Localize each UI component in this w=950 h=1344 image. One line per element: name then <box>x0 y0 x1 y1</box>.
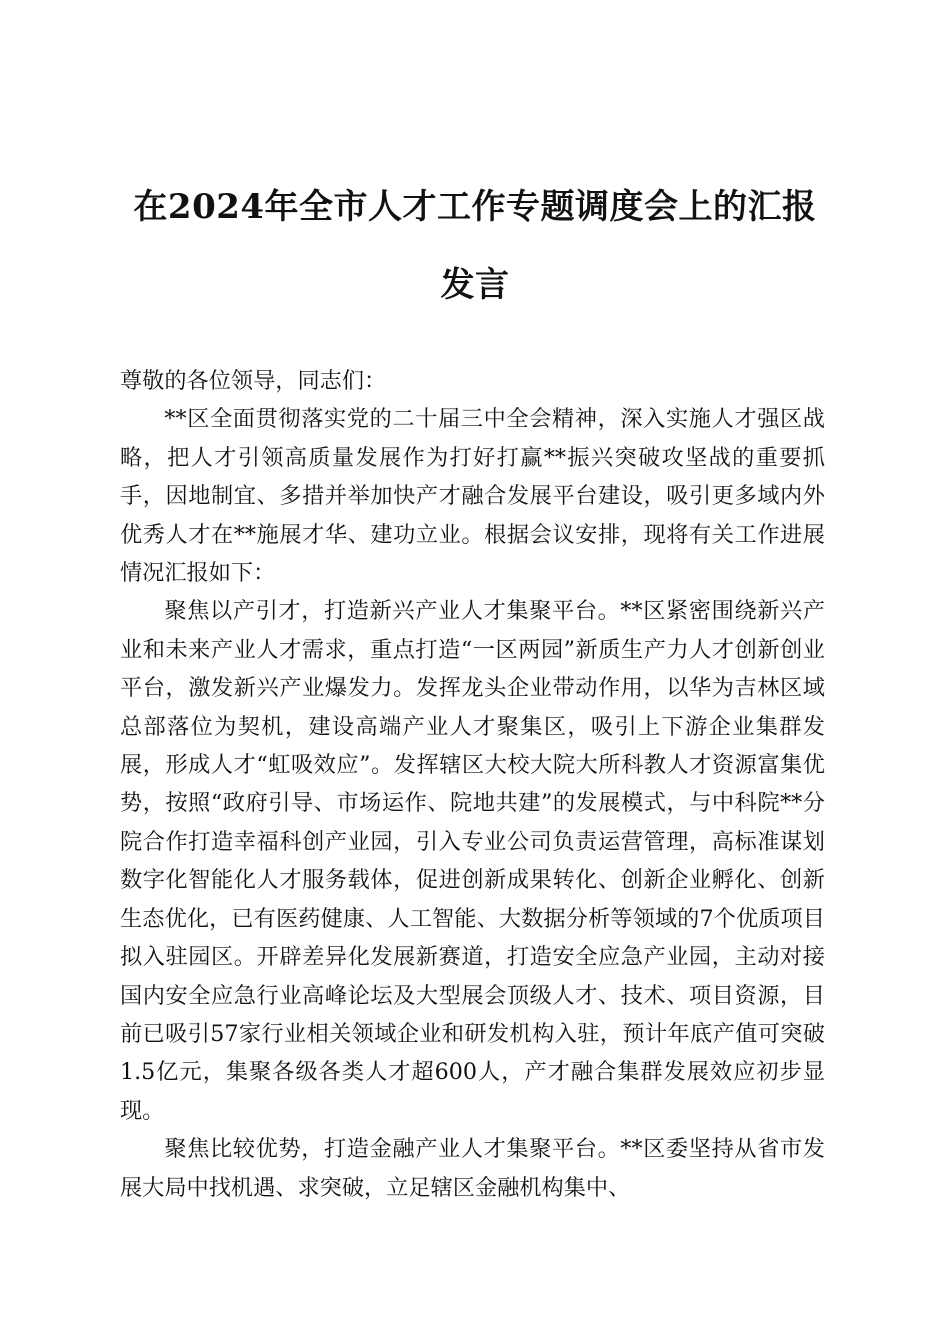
document-title <box>120 168 830 324</box>
paragraph-finance-industry: 聚焦比较优势，打造金融产业人才集聚平台。**区委坚持从省市发展大局中找机遇、求突破，立足辖区金融机构集中、 <box>120 1136 825 1201</box>
title-line-2: 发言 <box>440 265 510 305</box>
paragraph-emerging-industry: 聚焦以产引才，打造新兴产业人才集聚平台。**区紧密围绕新兴产业和未来产业人才需求，重点打造“一区两园”新质生产力人才创新创业平台，激发新兴产业爆发力。发挥龙头企业带动作用，以华为吉林区域总部落位为契机，建设高端产业人才聚集区，吸引上下游企业集群发展，形成人才“虹吸效应”。发挥辖区大校大院大所科教人才资源富集优势，按照“政府引导、市场运作、院地共建”的发展模式，与中科院**分院合作打造幸福科创产业园，引入专业公司负责运营管理，高标准谋划数字化智能化人才服务载体，促进创新成果转化、创新企业孵化、创新生态优化，已有医药健康、人工智能、大数据分析等领域的7个优质项目拟入驻园区。开辟差异化发展新赛道，打造安全应急产业园，主动对接国内安全应急行业高峰论坛及大型展会顶级人才、技术、项目资源，目前已吸引57家行业相关领域企业和研发机构入驻，预计年底产值可突破1.5亿元，集聚各级各类人才超600人，产才融合集群发展效应初步显现。 <box>120 598 825 1124</box>
paragraph-intro: **区全面贯彻落实党的二十届三中全会精神，深入实施人才强区战略，把人才引领高质量发展作为打好打赢**振兴突破攻坚战的重要抓手，因地制宜、多措并举加快产才融合发展平台建设，吸引更多域内外优秀人才在**施展才华、建功立业。根据会议安排，现将有关工作进展情况汇报如下： <box>120 406 825 587</box>
title-line-1: 在2024年全市人才工作专题调度会上的汇报 <box>133 187 817 227</box>
salutation: 尊敬的各位领导，同志们： <box>120 368 387 394</box>
document-body <box>120 362 825 1207</box>
